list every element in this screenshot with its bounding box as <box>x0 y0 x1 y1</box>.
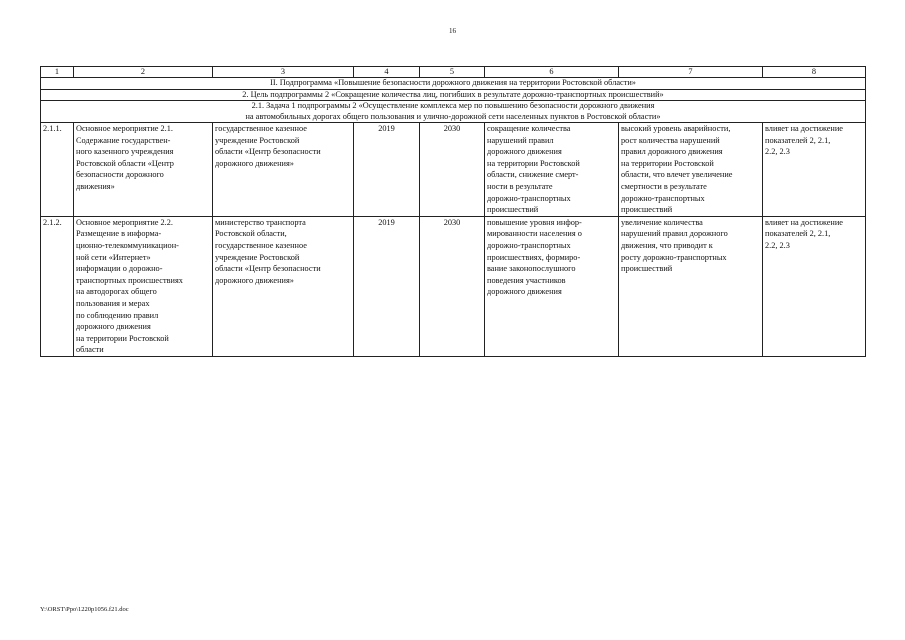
start-year: 2019 <box>354 216 420 356</box>
row-number: 2.1.1. <box>41 123 74 217</box>
subprogram-row <box>41 78 866 90</box>
expected-result: сокращение количества нарушений правил дорожного движения на территории Ростовской области, снижение смерт- ности в результате дорожно-транспортных происшествий <box>485 123 619 217</box>
task-row <box>41 101 866 123</box>
measure-name: Основное мероприятие 2.1. Содержание государствен- ного казенного учреждения Ростовской области «Центр безопасности дорожного движения» <box>74 123 213 217</box>
expected-result: повышение уровня инфор- мированности населения о дорожно-транспортных происшествиях, формиро- вание законопослушного поведения участников дорожного движения <box>485 216 619 356</box>
column-header: 6 <box>485 67 619 78</box>
column-header: 5 <box>420 67 485 78</box>
subprogram-heading: II. Подпрограмма «Повышение безопасности дорожного движения на территории Ростовской области» <box>41 78 866 90</box>
non-implementation-consequence: высокий уровень аварийности, рост количества нарушений правил дорожного движения на территории Ростовской области, что влечет увеличение смертности в результате дорожно-транспортных происшествий <box>619 123 763 217</box>
column-header: 4 <box>354 67 420 78</box>
page-number: 16 <box>449 27 456 35</box>
column-number-row <box>41 67 866 78</box>
indicator-link: влияет на достижение показателей 2, 2.1, 2.2, 2.3 <box>763 123 866 217</box>
goal-heading: 2. Цель подпрограммы 2 «Сокращение количества лиц, погибших в результате дорожно-транспортных происшествий» <box>41 89 866 101</box>
goal-row <box>41 89 866 101</box>
task-heading-line2: на автомобильных дорогах общего пользования и улично-дорожной сети населенных пунктов в Ростовской области» <box>245 111 661 121</box>
column-header: 7 <box>619 67 763 78</box>
start-year: 2019 <box>354 123 420 217</box>
indicator-link: влияет на достижение показателей 2, 2.1, 2.2, 2.3 <box>763 216 866 356</box>
row-number: 2.1.2. <box>41 216 74 356</box>
column-header: 3 <box>213 67 354 78</box>
executor: министерство транспорта Ростовской области, государственное казенное учреждение Ростовской области «Центр безопасности дорожного движения» <box>213 216 354 356</box>
task-heading-line1: 2.1. Задача 1 подпрограммы 2 «Осуществление комплекса мер по повышению безопасности дорожного движения <box>251 101 655 110</box>
column-header: 8 <box>763 67 866 78</box>
non-implementation-consequence: увеличение количества нарушений правил дорожного движения, что приводит к росту дорожно-транспортных происшествий <box>619 216 763 356</box>
measure-name: Основное мероприятие 2.2. Размещение в информа- ционно-телекоммуникацион- ной сети «Интернет» информации о дорожно- транспортных происшествиях на автодорогах общего пользования и мерах по соблюдению правил дорожного движения на территории Ростовской области <box>74 216 213 356</box>
table-row <box>41 216 866 356</box>
executor: государственное казенное учреждение Ростовской области «Центр безопасности дорожного движения» <box>213 123 354 217</box>
task-heading <box>41 101 866 123</box>
column-header: 2 <box>74 67 213 78</box>
measures-table <box>40 66 866 357</box>
column-header: 1 <box>41 67 74 78</box>
table-row <box>41 123 866 217</box>
end-year: 2030 <box>420 216 485 356</box>
end-year: 2030 <box>420 123 485 217</box>
footer-file-path: Y:\ORST\Ppo\1220p1056.f21.doc <box>40 606 129 613</box>
